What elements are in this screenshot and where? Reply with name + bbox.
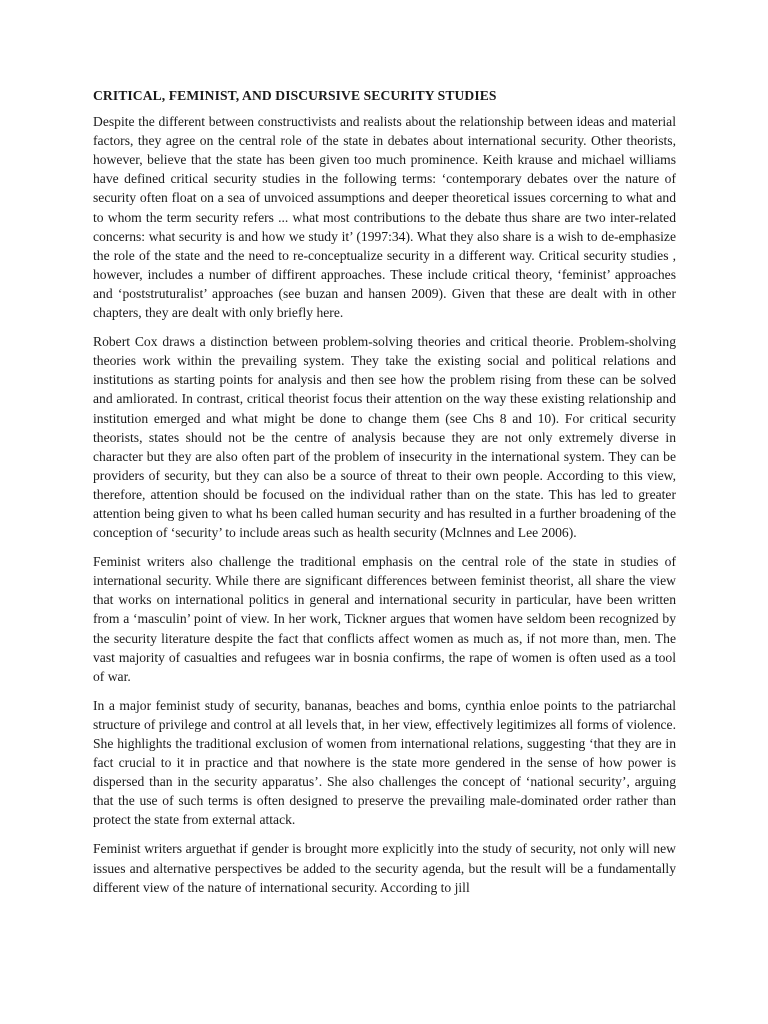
document-page <box>93 86 676 907</box>
paragraph-1: Despite the different between constructivists and realists about the relationship between ideas and material factors, they agree on the central role of the state in debates about international security. Other theorists, however, believe that the state has been given too much prominence. Keith krause and michael williams have defined critical security studies in the following terms: ‘contemporary debates over the nature of security often float on a sea of unvoiced assumptions and deeper theoretical issues corcerning to what and to whom the term security refers ... what most contributions to the debate thus share are two inter-related concerns: what security is and how we study it’ (1997:34). What they also share is a wish to de-emphasize the role of the state and the need to re-conceptualize security in a different way. Critical security studies , however, includes a number of diffirent approaches. These include critical theory, ‘feminist’ approaches and ‘poststruturalist’ approaches (see buzan and hansen 2009). Given that these are dealt with in other chapters, they are dealt with only briefly here. <box>93 114 676 321</box>
paragraph-4: In a major feminist study of security, bananas, beaches and boms, cynthia enloe points to the patriarchal structure of privilege and control at all levels that, in her view, effectively legitimizes all forms of violence. She highlights the traditional exclusion of women from international relations, suggesting ‘that they are in fact crucial to it in practice and that nowhere is the state more gendered in the sense of how power is dispersed than in the security apparatus’. She also challenges the concept of ‘national security’, arguing that the use of such terms is often designed to preserve the prevailing male-dominated order rather than protect the state from external attack. <box>93 697 676 828</box>
document-title: CRITICAL, FEMINIST, AND DISCURSIVE SECURITY STUDIES <box>93 88 497 103</box>
paragraph-3: Feminist writers also challenge the traditional emphasis on the central role of the state in studies of international security. While there are significant differences between feminist theorist, all share the view that works on international politics in general and international security in particular, have been written from a ‘masculin’ point of view. In her work, Tickner argues that women have seldom been recognized by the security literature despite the fact that conflicts affect women as much as, if not more than, men. The vast majority of casualties and refugees war in bosnia confirms, the rape of women is often used as a tool of war. <box>93 554 676 684</box>
paragraph-5: Feminist writers arguethat if gender is brought more explicitly into the study of security, not only will new issues and alternative perspectives be added to the security agenda, but the result will be a fundamentally different view of the nature of international security. According to jill <box>93 841 676 895</box>
paragraph-2: Robert Cox draws a distinction between problem-solving theories and critical theorie. Problem-sholving theories work within the prevailing system. They take the existing social and political relations and institutions as starting points for analysis and then see how the problem rising from these can be solved and amliorated. In contrast, critical theorist focus their attention on the way these existing relationship and institution emerged and what might be done to change them (see Chs 8 and 10). For critical security theorists, states should not be the centre of analysis because they are not only extremely diverse in character but they are also often part of the problem of insecurity in the international system. They can be providers of security, but they can also be a source of threat to their own people. According to this view, therefore, attention should be focused on the individual rather than on the state. This has led to greater attention being given to what hs been called human security and has resulted in a further broadening of the conception of ‘security’ to include areas such as health security (Mclnnes and Lee 2006). <box>93 334 676 541</box>
